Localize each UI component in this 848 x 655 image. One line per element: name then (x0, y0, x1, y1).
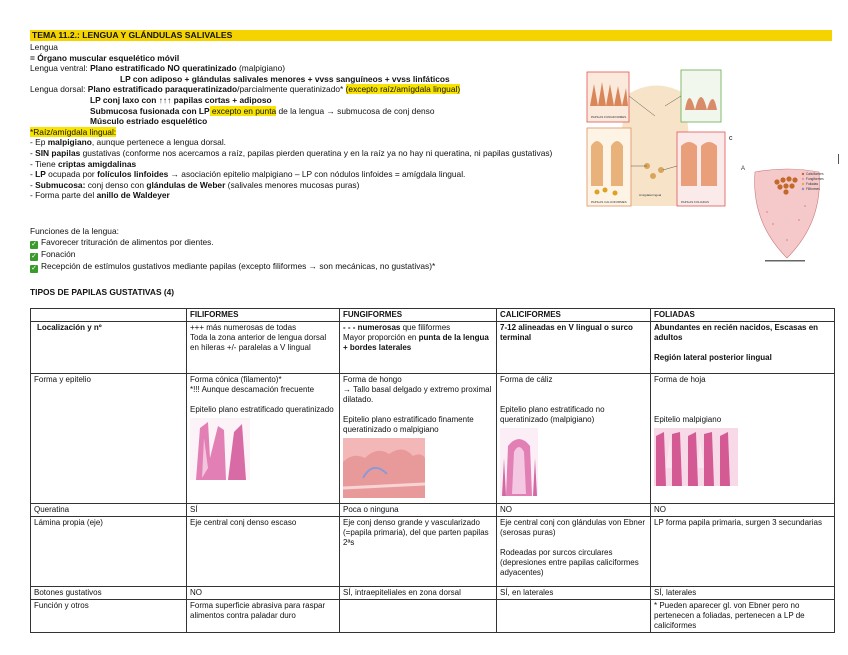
figure-side-letter: c (729, 135, 733, 142)
table-cell: Eje conj denso grande y vascularizado (=papila primaria), del que parten papilas 2ªs (340, 517, 497, 587)
table-row (31, 322, 835, 374)
legend-item: Caliciformes (806, 172, 824, 176)
table-row (31, 600, 835, 633)
label-foliadas: PAPILAS FOLIADAS (681, 200, 709, 204)
row-label: Forma y epitelio (31, 374, 187, 504)
table-cell: +++ más numerosas de todas Toda la zona anterior de lengua dorsal en hileras +/- paralelas a V lingual (187, 322, 340, 374)
histology-fungiform-image (343, 438, 425, 498)
table-cell: 7-12 alineadas en V lingual o surco terminal (497, 322, 651, 374)
table-cell: SÍ, intraepiteliales en zona dorsal (340, 587, 497, 600)
vallate-papilla (591, 141, 603, 186)
table-row (31, 374, 835, 504)
table-row (31, 587, 835, 600)
histology-caliciform-image (500, 428, 538, 496)
foliate-fold (681, 142, 697, 186)
vallate-papilla (611, 141, 623, 186)
page-title: TEMA 11.2.: LENGUA Y GLÁNDULAS SALIVALES (30, 30, 832, 41)
table-header (31, 309, 187, 322)
table-cell: - - - numerosas que filiformes Mayor proporción en punta de la lengua + bordes laterales (340, 322, 497, 374)
table-cell: Eje central conj con glándulas von Ebner (serosas puras) Rodeadas por surcos circulares (depresiones entre papilas caliciformes adyacentes) (497, 517, 651, 587)
check-icon: ✓ (31, 264, 37, 272)
table-cell: Forma cónica (filamento)* *!!! Aunque descamación frecuente Epitelio plano estratificado queratinizado (187, 374, 340, 504)
functions-block (30, 226, 590, 273)
note-line: - Ep malpigiano, aunque pertenece a lengua dorsal. (30, 137, 227, 148)
table-header: FOLIADAS (651, 309, 835, 322)
note-line: = Órgano muscular esquelético móvil (30, 52, 180, 63)
table-cell: SÍ (187, 504, 340, 517)
table-header: FILIFORMES (187, 309, 340, 322)
table-cell: NO (651, 504, 835, 517)
function-item: ✓ Favorecer trituración de alimentos por dientes. (31, 236, 214, 248)
functions-heading: Funciones de la lengua: (30, 226, 119, 236)
note-line: Lengua dorsal: Plano estratificado paraqueratinizado/parcialmente queratinizado* (excepto raíz/amígdala lingual) (30, 84, 461, 95)
table-cell: SÍ, en laterales (497, 587, 651, 600)
check-icon: ✓ (31, 240, 37, 248)
note-line: Lengua (30, 42, 58, 52)
row-label: Botones gustativos (31, 587, 187, 600)
note-line: - Forma parte del anillo de Waldeyer (30, 190, 170, 201)
table-cell: Poca o ninguna (340, 504, 497, 517)
table-cell (340, 600, 497, 633)
legend-item: Filiformes (806, 187, 820, 191)
note-line: LP conj laxo con ↑↑↑ papilas cortas + adiposo (90, 94, 272, 105)
table-cell (497, 600, 651, 633)
histology-foliate-image (654, 428, 738, 486)
check-icon: ✓ (31, 252, 37, 260)
table-header: FUNGIFORMES (340, 309, 497, 322)
note-line: Lengua ventral: Plano estratificado NO queratinizado (malpigiano) (30, 63, 286, 74)
table-cell: * Pueden aparecer gl. von Ebner pero no pertenecen a foliadas, pertenecen a LP de caliciformes (651, 600, 835, 633)
function-item: ✓ Fonación (31, 248, 76, 260)
table-cell: NO (187, 587, 340, 600)
note-line: - Submucosa: conj denso con glándulas de Weber (salivales menores mucosas puras) (30, 179, 360, 190)
row-label: Queratina (31, 504, 187, 517)
table-cell: Forma de hongo → Tallo basal delgado y extremo proximal dilatado. Epitelio plano estratificado finamente queratinizado o malpigiano (340, 374, 497, 504)
table-row (31, 517, 835, 587)
table-cell: Abundantes en recién nacidos, Escasas en adultos Región lateral posterior lingual (651, 322, 835, 374)
table-cell: NO (497, 504, 651, 517)
table-row (31, 504, 835, 517)
foliate-fold (701, 142, 717, 186)
legend-item: Foliadas (806, 182, 819, 186)
table-cell: Forma superficie abrasiva para raspar alimentos contra paladar duro (187, 600, 340, 633)
table-header-row (31, 309, 835, 322)
table-header: CALICIFORMES (497, 309, 651, 322)
table-cell: Eje central conj denso escaso (187, 517, 340, 587)
notes-block (30, 42, 590, 201)
note-line: Submucosa fusionada con LP excepto en punta de la lengua → submucosa de conj denso (90, 105, 435, 116)
note-line: Músculo estriado esquelético (90, 116, 208, 127)
papillae-table (30, 308, 835, 633)
row-label: Localización y nº (37, 323, 102, 332)
table-cell: SÍ, laterales (651, 587, 835, 600)
row-label: Función y otros (31, 600, 187, 633)
histology-filiform-image (190, 418, 250, 480)
label-fungiformes: PAPILAS FUNGIFORMES (591, 115, 627, 119)
note-line: *Raíz/amígdala lingual: (30, 126, 117, 137)
papillae-illustration (585, 66, 737, 210)
table-cell: Forma de cáliz Epitelio plano estratificado no queratinizado (malpigiano) (497, 374, 651, 504)
section-title: TIPOS DE PAPILAS GUSTATIVAS (4) (30, 287, 175, 297)
legend-item: Fungiformes (806, 177, 824, 181)
function-item: ✓ Recepción de estímulos gustativos mediante papilas (excepto filiformes → son mecánicas, no gustativas)* (31, 260, 436, 272)
box-right-top (681, 70, 721, 122)
note-line: LP con adiposo + glándulas salivales menores + vvss sanguíneos + vvss linfáticos (120, 73, 450, 84)
label-caliciformes: PAPILAS CALICIFORMES (591, 200, 627, 204)
label-amigdala: Amígdala lingual (639, 193, 662, 197)
row-label: Lámina propia (eje) (31, 517, 187, 587)
tongue-map-illustration (737, 162, 837, 264)
note-line: - SIN papilas gustativas (conforme nos acercamos a raíz, papilas pierden queratina y en la raíz ya no hay ni queratina, ni papilas gustativas) (30, 147, 553, 158)
note-line: - Tiene criptas amigdalinas (30, 158, 137, 169)
divider-mark (838, 154, 839, 164)
note-line: - LP ocupada por folículos linfoides → asociación epitelio malpigiano – LP con nódulos linfoides = amígdala lingual. (30, 169, 466, 180)
table-cell: LP forma papila primaria, surgen 3 secundarias (651, 517, 835, 587)
inset-letter: A (741, 166, 746, 172)
table-cell: Forma de hoja Epitelio malpigiano (651, 374, 835, 504)
